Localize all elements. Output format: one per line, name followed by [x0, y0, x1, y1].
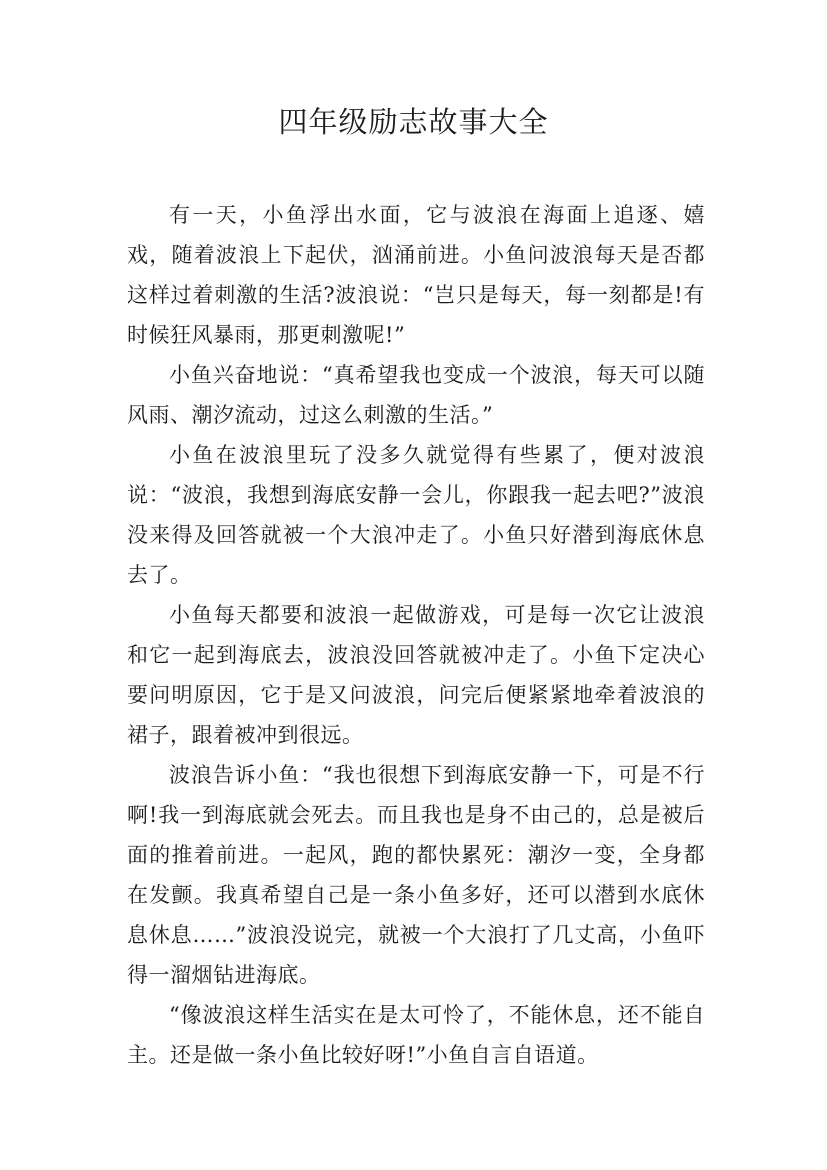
document-title: 四年级励志故事大全: [278, 105, 549, 139]
paragraph: 波浪告诉小鱼：“我也很想下到海底安静一下，可是不行啊!我一到海底就会死去。而且我也是身不由己的，总是被后面的推着前进。一起风，跑的都快累死：潮汐一变，全身都在发颤。我真希望自己是一条小鱼多好，还可以潜到水底休息休息……”波浪没说完，就被一个大浪打了几丈高，小鱼吓得一溜烟钻进海底。: [127, 763, 705, 987]
paragraph: “像波浪这样生活实在是太可怜了，不能休息，还不能自主。还是做一条小鱼比较好呀!”小鱼自言自语道。: [127, 1003, 705, 1067]
paragraph: 小鱼在波浪里玩了没多久就觉得有些累了，便对波浪说：“波浪，我想到海底安静一会儿，你跟我一起去吧?”波浪没来得及回答就被一个大浪冲走了。小鱼只好潜到海底休息去了。: [127, 443, 705, 587]
paragraph: 小鱼每天都要和波浪一起做游戏，可是每一次它让波浪和它一起到海底去，波浪没回答就被冲走了。小鱼下定决心要问明原因，它于是又问波浪，问完后便紧紧地牵着波浪的裙子，跟着被冲到很远。: [127, 603, 705, 747]
document-body: [127, 195, 705, 1075]
paragraph: 小鱼兴奋地说：“真希望我也变成一个波浪，每天可以随风雨、潮汐流动，过这么刺激的生活。”: [127, 363, 705, 427]
paragraph: 有一天，小鱼浮出水面，它与波浪在海面上追逐、嬉戏，随着波浪上下起伏，汹涌前进。小鱼问波浪每天是否都这样过着刺激的生活?波浪说：“岂只是每天，每一刻都是!有时候狂风暴雨，那更刺激呢!”: [127, 203, 705, 347]
